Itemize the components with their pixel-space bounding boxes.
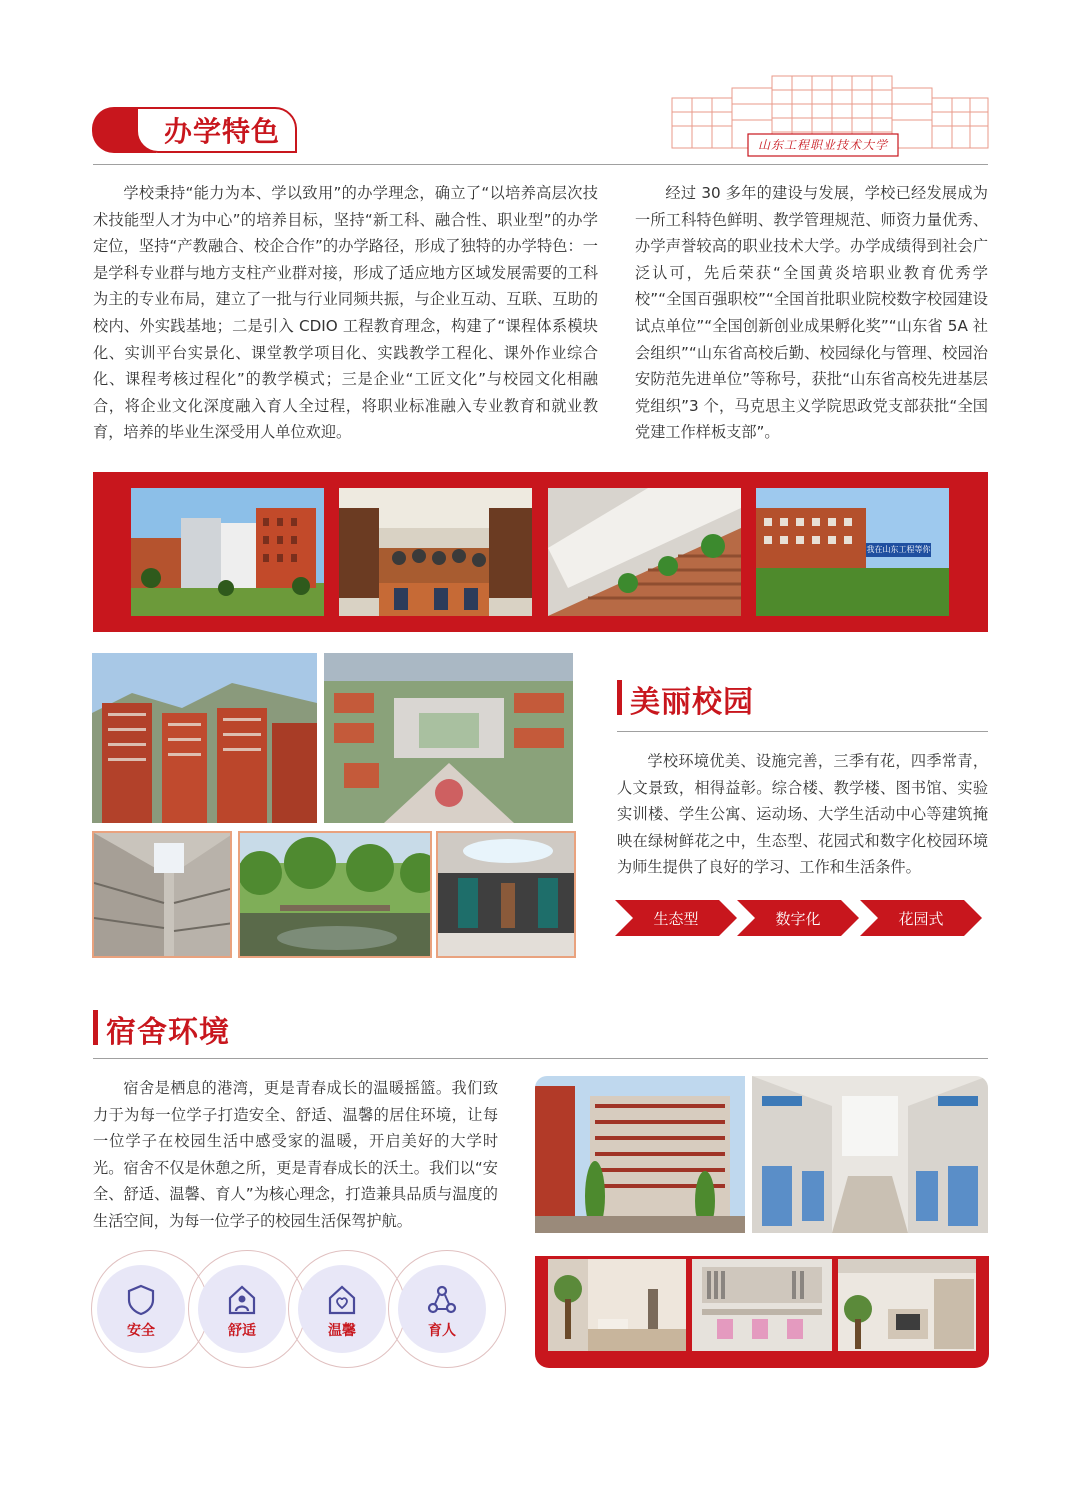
value-education: [398, 1265, 486, 1353]
photo-dorm-study: [692, 1259, 832, 1351]
features-left-paragraph: [93, 180, 598, 446]
features-right-text: 经过 30 多年的建设与发展，学校已经发展成为一所工科特色鲜明、教学管理规范、师资力量优秀、办学声誉较高的职业技术大学。办学成绩得到社会广泛认可，先后荣获“全国黄炎培职业教育优秀学校”“全国百强职校”“全国首批职业院校数字校园建设试点单位”“全国创新创业成果孵化奖”“山东省 5A 社会组织”“山东省高校后勤、校园绿化与管理、校园治安防范先进单位”等称号，获批“山东省高校先进基层党组织”3 个，马克思主义学院思政党支部获批“全国党建工作样板支部”。: [635, 184, 988, 442]
photo-campus-building: [131, 488, 324, 616]
section-header-features: [92, 107, 297, 153]
campus-text: 学校环境优美、设施完善，三季有花，四季常青，人文景致，相得益彰。综合楼、教学楼、图书馆、实验实训楼、学生公寓、运动场、大学生活动中心等建筑掩映在绿树鲜花之中，生态型、花园式和数字化校园环境为师生提供了良好的学习、工作和生活条件。: [617, 752, 988, 877]
people-network-icon: [427, 1284, 457, 1316]
tag-digital-label: 数字化: [775, 910, 821, 928]
photo-atrium-interior: [92, 831, 232, 958]
section-title-features: 办学特色: [164, 115, 281, 148]
home-heart-icon: [327, 1284, 357, 1316]
features-right-paragraph: [635, 180, 988, 446]
school-logo-text: 山东工程职业技术大学: [757, 138, 888, 152]
photo-dormitory-towers: [92, 653, 317, 823]
features-left-text: 学校秉持“能力为本、学以致用”的办学理念，确立了“以培养高层次技术技能型人才为中心”的培养目标，坚持“新工科、融合性、职业型”的办学定位，坚持“产教融合、校企合作”的办学路径，形成了独特的办学特色：一是学科专业群与地方支柱产业群对接，形成了适应地方区域发展需要的工科为主的专业布局，建立了一批与行业同频共振，与企业互动、互联、互助的校内、外实践基地；二是引入 CDIO 工程教育理念，构建了“课程体系模块化、实训平台实景化、课堂教学项目化、实践教学工程化、课外作业综合化、课程考核过程化”的教学模式；三是企业“工匠文化”与校园文化相融合，将企业文化深度融入育人全过程，将职业标准融入专业教育和就业教育，培养的毕业生深受用人单位欢迎。: [93, 184, 598, 442]
section-title-dorm: 宿舍环境: [106, 1015, 230, 1050]
photo-sign-text: 我在山东工程等你: [866, 545, 931, 554]
campus-divider: [617, 731, 988, 732]
value-education-label: 育人: [428, 1323, 456, 1339]
value-safety-label: 安全: [127, 1323, 155, 1339]
value-safety: [97, 1265, 185, 1353]
campus-header-bar: [617, 680, 622, 715]
photo-library-reading: [339, 488, 532, 616]
dorm-text: 宿舍是栖息的港湾，更是青春成长的温暖摇篮。我们致力于为每一位学子打造安全、舒适、温馨的居住环境，让每一位学子在校园生活中感受家的温暖，开启美好的大学时光。宿舍不仅是休憩之所，更是青春成长的沃土。我们以“安全、舒适、温馨、育人”为核心理念，打造兼具品质与温度的生活空间，为每一位学子的校园生活保驾护航。: [93, 1079, 498, 1230]
value-comfort-label: 舒适: [228, 1323, 256, 1339]
tag-garden: [860, 900, 982, 936]
value-warmth: [298, 1265, 386, 1353]
photo-dorm-building: [535, 1076, 745, 1233]
photo-aerial-campus: [324, 653, 573, 823]
tag-digital: [737, 900, 859, 936]
value-comfort: [198, 1265, 286, 1353]
building-illustration: [668, 70, 990, 162]
dorm-divider: [93, 1058, 988, 1059]
dorm-paragraph: [93, 1075, 498, 1235]
photo-dorm-room: [752, 1076, 988, 1233]
photo-garden-pond: [238, 831, 432, 958]
tag-garden-label: 花园式: [898, 910, 944, 928]
tag-ecological-label: 生态型: [653, 910, 699, 928]
photo-dorm-bedroom: [838, 1259, 976, 1351]
photo-stairs-plants: [548, 488, 741, 616]
photo-hall-statue: [436, 831, 576, 958]
photo-dorm-desk: [548, 1259, 686, 1351]
photo-campus-sign: [756, 488, 949, 616]
dorm-header-bar: [93, 1010, 98, 1045]
campus-paragraph: [617, 748, 988, 881]
value-warmth-label: 温馨: [328, 1323, 356, 1339]
section-title-campus: 美丽校园: [630, 685, 754, 720]
tag-ecological: [615, 900, 737, 936]
header-divider: [93, 164, 988, 165]
shield-icon: [126, 1284, 156, 1316]
home-person-icon: [227, 1284, 257, 1316]
